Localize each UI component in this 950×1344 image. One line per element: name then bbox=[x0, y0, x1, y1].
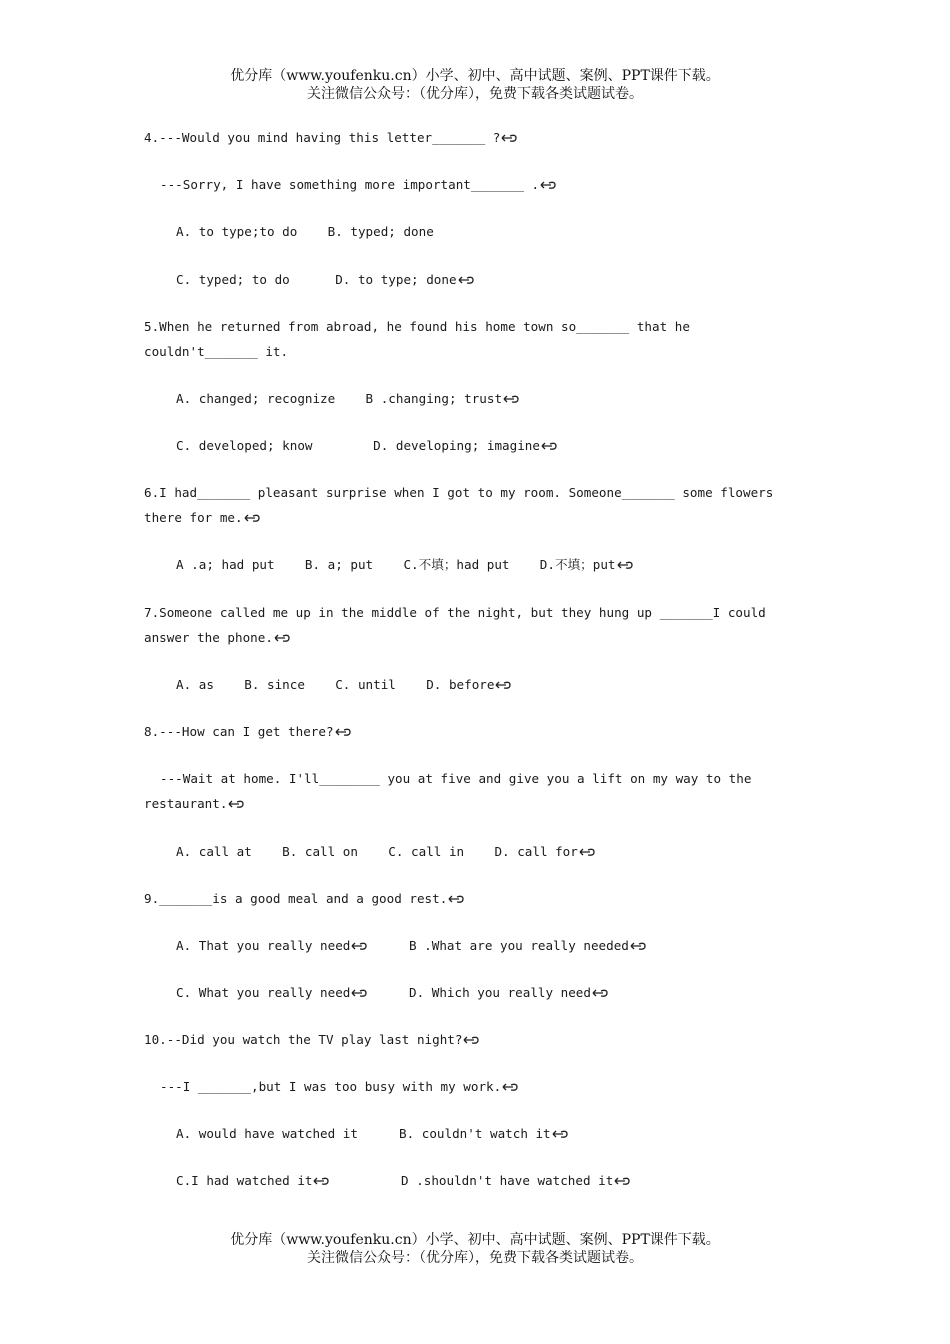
paragraph-return-arrow-icon bbox=[541, 441, 557, 451]
paragraph-return-arrow-icon bbox=[502, 1082, 518, 1092]
q5-stem-line-2: couldn't_______ it. bbox=[144, 344, 289, 359]
q10-response: ---I _______,but I was too busy with my work. bbox=[160, 1079, 518, 1095]
page-footer bbox=[0, 1231, 950, 1267]
q9-option-b: B .What are you really needed bbox=[409, 938, 646, 954]
q8-response-line-1: ---Wait at home. I'll________ you at five and give you a lift on my way to the bbox=[160, 771, 752, 786]
footer-line-1: 优分库（www.youfenku.cn）小学、初中、高中试题、案例、PPT课件下载。 bbox=[230, 1232, 720, 1248]
paragraph-return-arrow-icon bbox=[552, 1129, 568, 1139]
q6-stem-line-2: there for me. bbox=[144, 510, 260, 526]
paragraph-return-arrow-icon bbox=[495, 680, 511, 690]
q8-options: A. call at B. call on C. call in D. call for bbox=[176, 844, 595, 860]
paragraph-return-arrow-icon bbox=[351, 941, 367, 951]
q8-stem: 8.---How can I get there? bbox=[144, 724, 351, 740]
paragraph-return-arrow-icon bbox=[313, 1176, 329, 1186]
q9-option-c: C. What you really need bbox=[176, 985, 367, 1001]
paragraph-return-arrow-icon bbox=[335, 727, 351, 737]
q10-option-b: B. couldn't watch it bbox=[399, 1126, 568, 1142]
q9-option-d: D. Which you really need bbox=[409, 985, 608, 1001]
q9-stem: 9._______is a good meal and a good rest. bbox=[144, 891, 464, 907]
paragraph-return-arrow-icon bbox=[617, 560, 633, 570]
paragraph-return-arrow-icon bbox=[228, 799, 244, 809]
q6-stem-line-1: 6.I had_______ pleasant surprise when I got to my room. Someone_______ some flowers bbox=[144, 485, 774, 500]
q9-option-a: A. That you really need bbox=[176, 938, 367, 954]
paragraph-return-arrow-icon bbox=[614, 1176, 630, 1186]
q10-option-a: A. would have watched it bbox=[176, 1126, 358, 1141]
q4-response: ---Sorry, I have something more important_______ . bbox=[160, 177, 556, 193]
q10-stem: 10.--Did you watch the TV play last night? bbox=[144, 1032, 479, 1048]
q4-stem: 4.---Would you mind having this letter_______ ? bbox=[144, 130, 517, 146]
paragraph-return-arrow-icon bbox=[501, 133, 517, 143]
q10-option-c: C.I had watched it bbox=[176, 1173, 329, 1189]
page-header bbox=[0, 67, 950, 103]
paragraph-return-arrow-icon bbox=[592, 988, 608, 998]
q7-stem-line-2: answer the phone. bbox=[144, 630, 290, 646]
q8-response-line-2: restaurant. bbox=[144, 796, 244, 812]
paragraph-return-arrow-icon bbox=[503, 394, 519, 404]
paragraph-return-arrow-icon bbox=[244, 513, 260, 523]
header-line-2: 关注微信公众号：（优分库），免费下载各类试题试卷。 bbox=[307, 86, 643, 102]
paragraph-return-arrow-icon bbox=[463, 1035, 479, 1045]
paragraph-return-arrow-icon bbox=[351, 988, 367, 998]
paragraph-return-arrow-icon bbox=[579, 847, 595, 857]
footer-line-2: 关注微信公众号：（优分库），免费下载各类试题试卷。 bbox=[307, 1250, 643, 1266]
q5-stem-line-1: 5.When he returned from abroad, he found his home town so_______ that he bbox=[144, 319, 690, 334]
paragraph-return-arrow-icon bbox=[448, 894, 464, 904]
paragraph-return-arrow-icon bbox=[274, 633, 290, 643]
q10-option-d: D .shouldn't have watched it bbox=[401, 1173, 630, 1189]
q4-options-cd: C. typed; to do D. to type; done bbox=[176, 272, 474, 288]
q5-options-cd: C. developed; know D. developing; imagine bbox=[176, 438, 557, 454]
q5-options-ab: A. changed; recognize B .changing; trust bbox=[176, 391, 519, 407]
paragraph-return-arrow-icon bbox=[630, 941, 646, 951]
paragraph-return-arrow-icon bbox=[458, 275, 474, 285]
q7-options: A. as B. since C. until D. before bbox=[176, 677, 511, 693]
q7-stem-line-1: 7.Someone called me up in the middle of the night, but they hung up _______I could bbox=[144, 605, 766, 620]
paragraph-return-arrow-icon bbox=[540, 180, 556, 190]
header-line-1: 优分库（www.youfenku.cn）小学、初中、高中试题、案例、PPT课件下载。 bbox=[230, 68, 720, 84]
q6-options: A .a; had put B. a; put C.不填；had put D.不填；put bbox=[176, 557, 633, 573]
q4-options-ab: A. to type;to do B. typed; done bbox=[176, 224, 434, 239]
